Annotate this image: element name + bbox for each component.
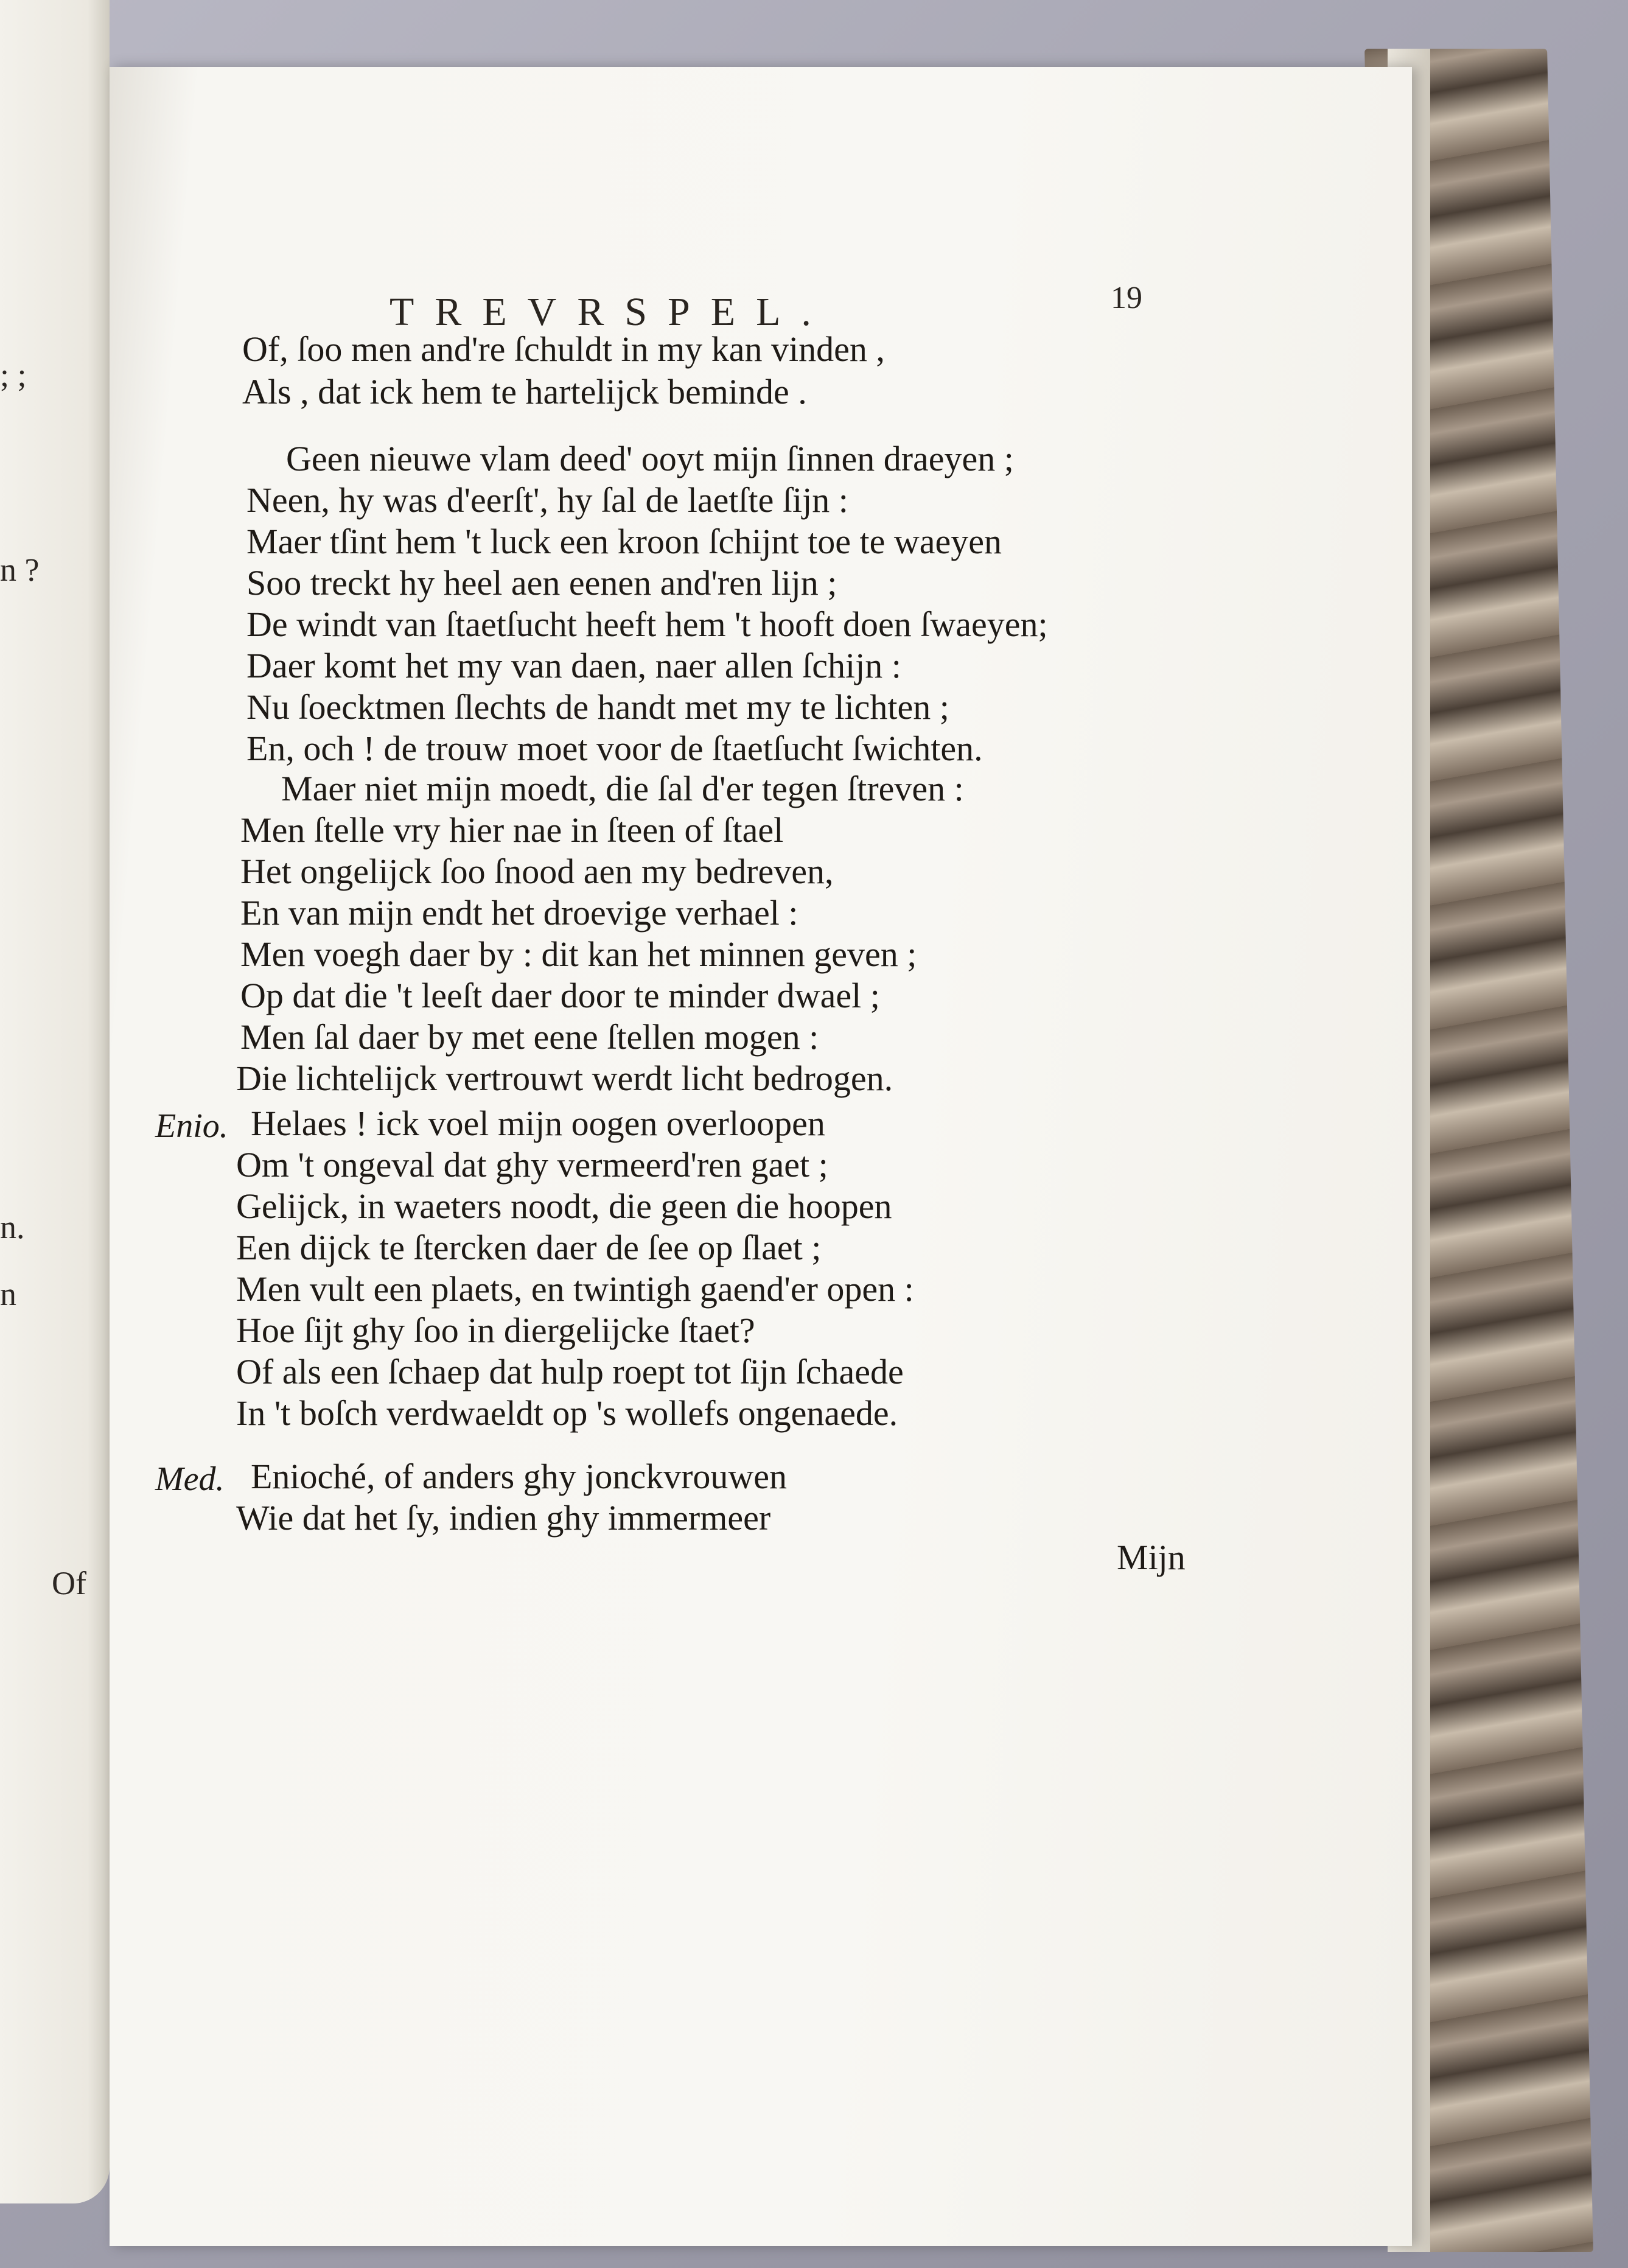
facing-page-fragment: n (0, 1276, 16, 1312)
verse-line: Men voegh daer by : dit kan het minnen geven ; (240, 934, 917, 974)
facing-page-fragment: ; ; (0, 357, 27, 393)
verse-line: In 't boſch verdwaeldt op 's wollefs ongenaede. (236, 1393, 898, 1433)
verse-line: De windt van ſtaetſucht heeft hem 't hooft doen ſwaeyen; (246, 604, 1048, 644)
verse-line: En, och ! de trouw moet voor de ſtaetſucht ſwichten. (246, 729, 983, 768)
verse-line: En van mijn endt het droevige verhael : (240, 893, 798, 933)
speaker-label: Med. (155, 1460, 225, 1498)
verse-line: Als , dat ick hem te hartelijck beminde . (242, 372, 807, 411)
verse-line: Gelijck, in waeters noodt, die geen die hoopen (236, 1186, 892, 1226)
verse-line: Nu ſoecktmen ſlechts de handt met my te lichten ; (246, 687, 949, 727)
verse-line: Of, ſoo men and're ſchuldt in my kan vinden , (242, 329, 885, 369)
facing-page-fragment: n. (0, 1209, 25, 1245)
verse-line: Hoe ſijt ghy ſoo in diergelijcke ſtaet? (236, 1311, 755, 1350)
verse-line: Men ſal daer by met eene ſtellen mogen : (240, 1017, 819, 1057)
verse-line: Maer niet mijn moedt, die ſal d'er tegen ſtreven : (281, 769, 964, 808)
verse-line: Men ſtelle vry hier nae in ſteen of ſtael (240, 810, 784, 850)
verse-line: Het ongelijck ſoo ſnood aen my bedreven, (240, 852, 834, 891)
verse-line: Geen nieuwe vlam deed' ooyt mijn ſinnen draeyen ; (286, 439, 1014, 478)
catchword: Mijn (1117, 1538, 1186, 1577)
facing-page-fragment: Of (52, 1565, 86, 1601)
verse-line: Wie dat het ſy, indien ghy immermeer (236, 1498, 771, 1538)
speaker-label: Enio. (155, 1107, 228, 1145)
verse-line: Daer komt het my van daen, naer allen ſchijn : (246, 646, 901, 685)
verse-line: Of als een ſchaep dat hulp roept tot ſijn ſchaede (236, 1352, 904, 1391)
verse-line: Enioché, of anders ghy jonckvrouwen (251, 1457, 788, 1496)
verse-line: Men vult een plaets, en twintigh gaend'er open : (236, 1269, 914, 1309)
verse-line: Die lichtelijck vertrouwt werdt licht bedrogen. (236, 1059, 893, 1098)
verse-line: Neen, hy was d'eerſt', hy ſal de laetſte ſijn : (246, 480, 848, 520)
running-head: TREVRSPEL. (390, 290, 832, 334)
verse-line: Een dijck te ſtercken daer de ſee op ſlaet ; (236, 1228, 822, 1267)
facing-page-fragment: n ? (0, 551, 40, 588)
page-number: 19 (1111, 281, 1142, 315)
facing-page (0, 0, 110, 2203)
verse-line: Op dat die 't leeſt daer door te minder dwael ; (240, 976, 880, 1015)
verse-line: Maer tſint hem 't luck een kroon ſchijnt toe te waeyen (246, 522, 1002, 561)
verse-line: Helaes ! ick voel mijn oogen overloopen (251, 1104, 825, 1143)
verse-line: Soo treckt hy heel aen eenen and'ren lijn ; (246, 563, 837, 603)
verse-line: Om 't ongeval dat ghy vermeerd'ren gaet ; (236, 1145, 828, 1185)
